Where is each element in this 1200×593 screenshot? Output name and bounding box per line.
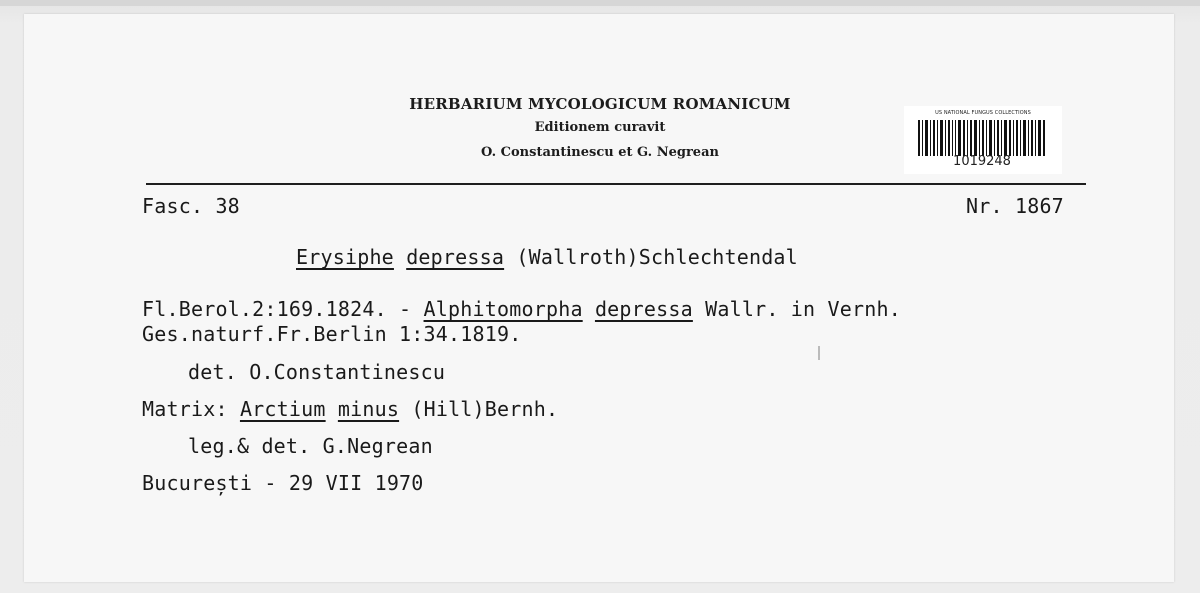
- citation-line-2: Ges.naturf.Fr.Berlin 1:34.1819.: [142, 322, 522, 346]
- herbarium-editors: O. Constantinescu et G. Negrean: [481, 145, 719, 160]
- synonym-author: Wallr. in Vernh.: [705, 297, 901, 321]
- host-epithet: minus: [337, 397, 400, 421]
- matrix-line: [142, 397, 558, 421]
- species-genus: Erysiphe: [296, 245, 394, 269]
- specimen-number: Nr. 1867: [966, 194, 1064, 218]
- species-name: [296, 245, 798, 269]
- citation-line-1: [142, 297, 901, 321]
- herbarium-subtitle: Editionem curavit: [534, 120, 666, 135]
- citation-ref: Fl.Berol.2:169.1824. -: [142, 297, 424, 321]
- barcode-caption: US NATIONAL FUNGUS COLLECTIONS: [935, 110, 1031, 116]
- synonym-genus: Alphitomorpha: [423, 297, 583, 321]
- label-header: [350, 92, 850, 166]
- synonym-epithet: depressa: [594, 297, 693, 321]
- barcode-number: 1019248: [953, 154, 1011, 169]
- matrix-label: Matrix:: [142, 397, 240, 421]
- collector: leg.& det. G.Negrean: [188, 434, 433, 458]
- host-genus: Arctium: [239, 397, 326, 421]
- determiner: det. O.Constantinescu: [188, 360, 446, 384]
- top-edge: [0, 0, 1200, 6]
- barcode-sticker: [904, 106, 1062, 174]
- herbarium-title: HERBARIUM MYCOLOGICUM ROMANICUM: [409, 95, 791, 113]
- host-author: (Hill)Bernh.: [411, 397, 559, 421]
- species-author: (Wallroth)Schlechtendal: [516, 245, 798, 269]
- species-epithet: depressa: [406, 245, 505, 269]
- fascicle-number: Fasc. 38: [142, 194, 240, 218]
- locality-date: București - 29 VII 1970: [142, 471, 424, 495]
- barcode-icon: [918, 120, 1046, 156]
- stray-mark: [818, 346, 820, 360]
- header-rule: [146, 183, 1086, 185]
